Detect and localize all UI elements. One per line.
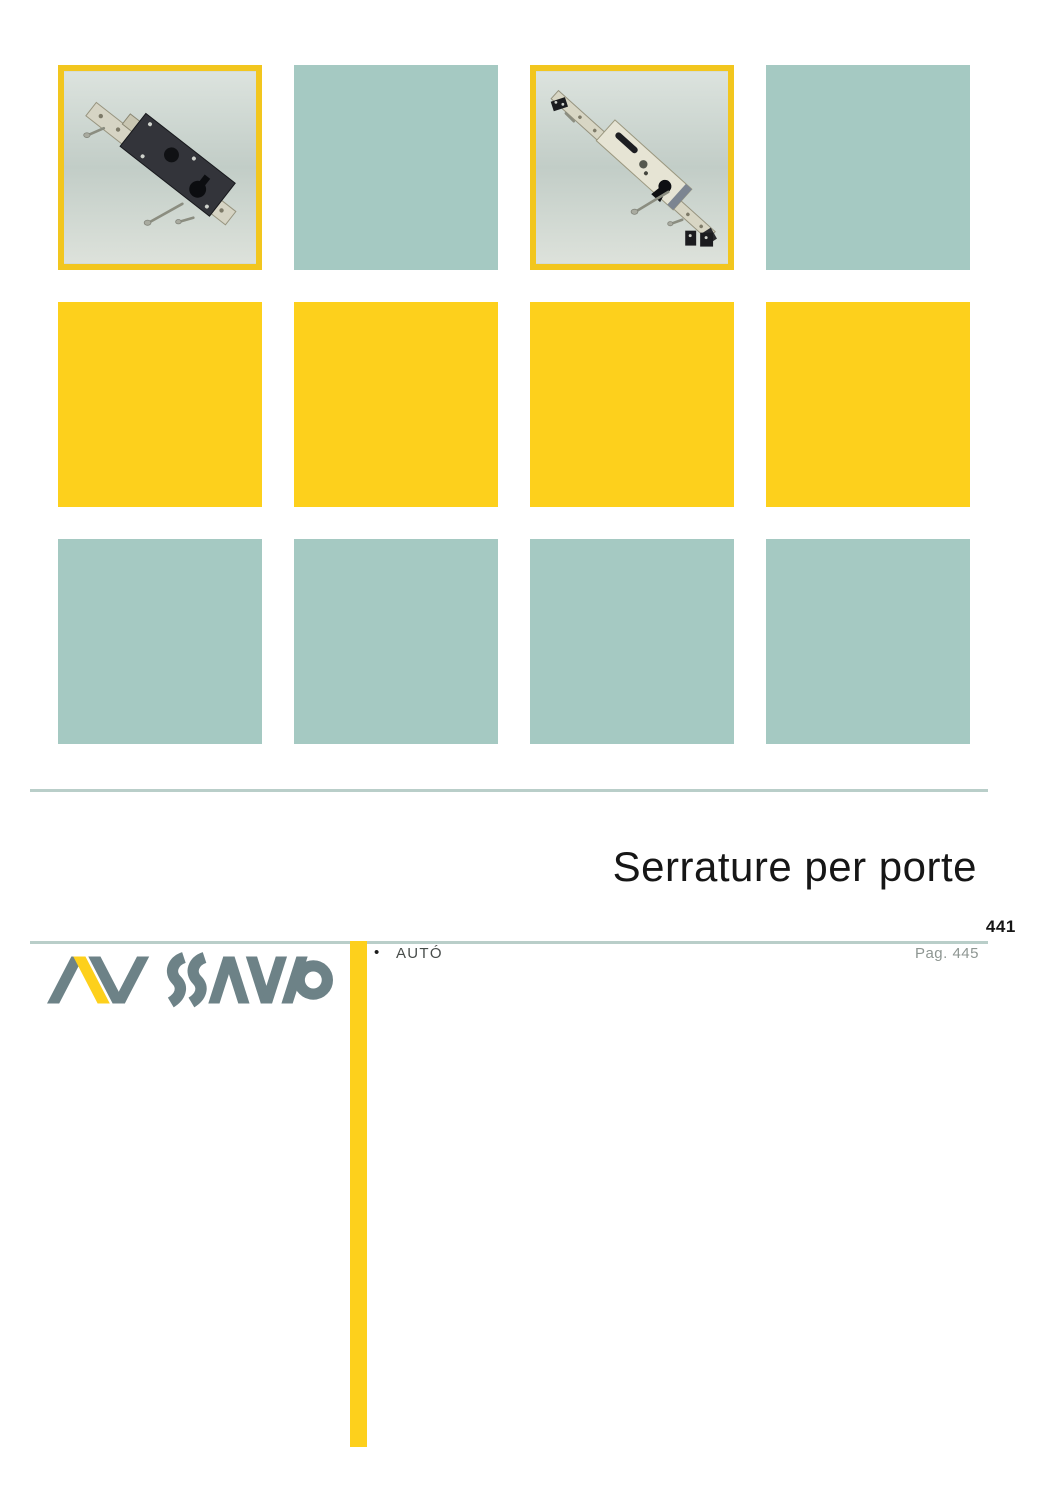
grid-tile	[766, 302, 970, 507]
grid-tile	[294, 539, 498, 744]
grid-tile	[766, 539, 970, 744]
savio-logo	[47, 952, 333, 1008]
multipoint-lock-photo-icon	[536, 71, 728, 264]
product-tile-mortise-lock	[58, 65, 262, 270]
page-number: 441	[985, 917, 1016, 936]
grid-tile	[766, 65, 970, 270]
product-tile-multipoint-lock	[530, 65, 734, 270]
product-grid	[58, 65, 970, 744]
page-title: Serrature per porte	[612, 843, 977, 890]
mortise-lock-photo-icon	[64, 71, 256, 264]
grid-tile	[294, 302, 498, 507]
grid-tile	[530, 302, 734, 507]
grid-tile	[58, 302, 262, 507]
index-item-page-ref: Pag. 445	[914, 945, 979, 962]
divider-line-top	[30, 789, 988, 792]
index-item-label: AUTÓ	[396, 945, 443, 962]
grid-tile	[294, 65, 498, 270]
grid-tile	[530, 539, 734, 744]
divider-line-bottom	[30, 941, 988, 944]
bullet-icon: •	[374, 944, 380, 961]
yellow-divider-bar	[350, 941, 367, 1447]
grid-tile	[58, 539, 262, 744]
